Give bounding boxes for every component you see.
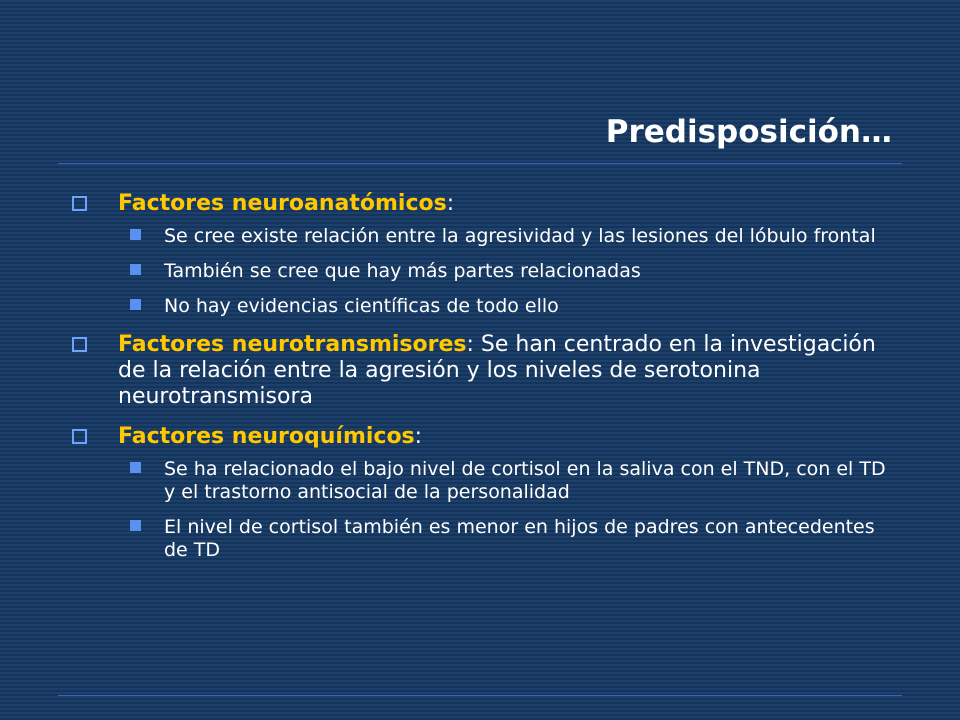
filled-square-icon — [130, 520, 141, 531]
sub-bullet-text: El nivel de cortisol también es menor en hijos de padres con antecedentes de TD — [164, 516, 875, 561]
sub-bullet — [118, 225, 902, 248]
bullet-neuroanatomicos — [72, 191, 902, 217]
filled-square-icon — [130, 299, 141, 310]
filled-square-icon — [130, 229, 141, 240]
slide-title: Predisposición… — [605, 114, 892, 150]
title-divider — [58, 163, 902, 164]
filled-square-icon — [130, 264, 141, 275]
slide-body — [72, 191, 902, 574]
bullet-neurotransmisores — [72, 332, 902, 410]
sub-bullet — [118, 295, 902, 318]
sub-bullet — [118, 458, 902, 504]
filled-square-icon — [130, 462, 141, 473]
sub-bullet-text: Se cree existe relación entre la agresividad y las lesiones del lóbulo frontal — [164, 225, 876, 247]
bullet-heading: Factores neuroanatómicos — [118, 191, 447, 216]
bullet-neuroquimicos — [72, 424, 902, 450]
sub-bullet — [118, 260, 902, 283]
bullet-text: : — [446, 191, 455, 216]
sub-bullet-text: Se ha relacionado el bajo nivel de cortisol en la saliva con el TND, con el TD y el trastorno antisocial de la personalidad — [164, 458, 886, 503]
bullet-heading: Factores neurotransmisores — [118, 332, 467, 357]
sub-bullet-text: También se cree que hay más partes relacionadas — [164, 260, 641, 282]
sub-bullet-text: No hay evidencias científicas de todo ello — [164, 295, 559, 317]
footer-divider — [58, 695, 902, 696]
hollow-square-icon — [72, 429, 87, 444]
bullet-text: : Se han centrado en la investigación de la relación entre la agresión y los niveles de serotonina neurotransmisora — [118, 332, 876, 409]
hollow-square-icon — [72, 196, 87, 211]
hollow-square-icon — [72, 337, 87, 352]
sub-bullet — [118, 516, 902, 562]
bullet-heading: Factores neuroquímicos — [118, 424, 415, 449]
bullet-text: : — [414, 424, 423, 449]
